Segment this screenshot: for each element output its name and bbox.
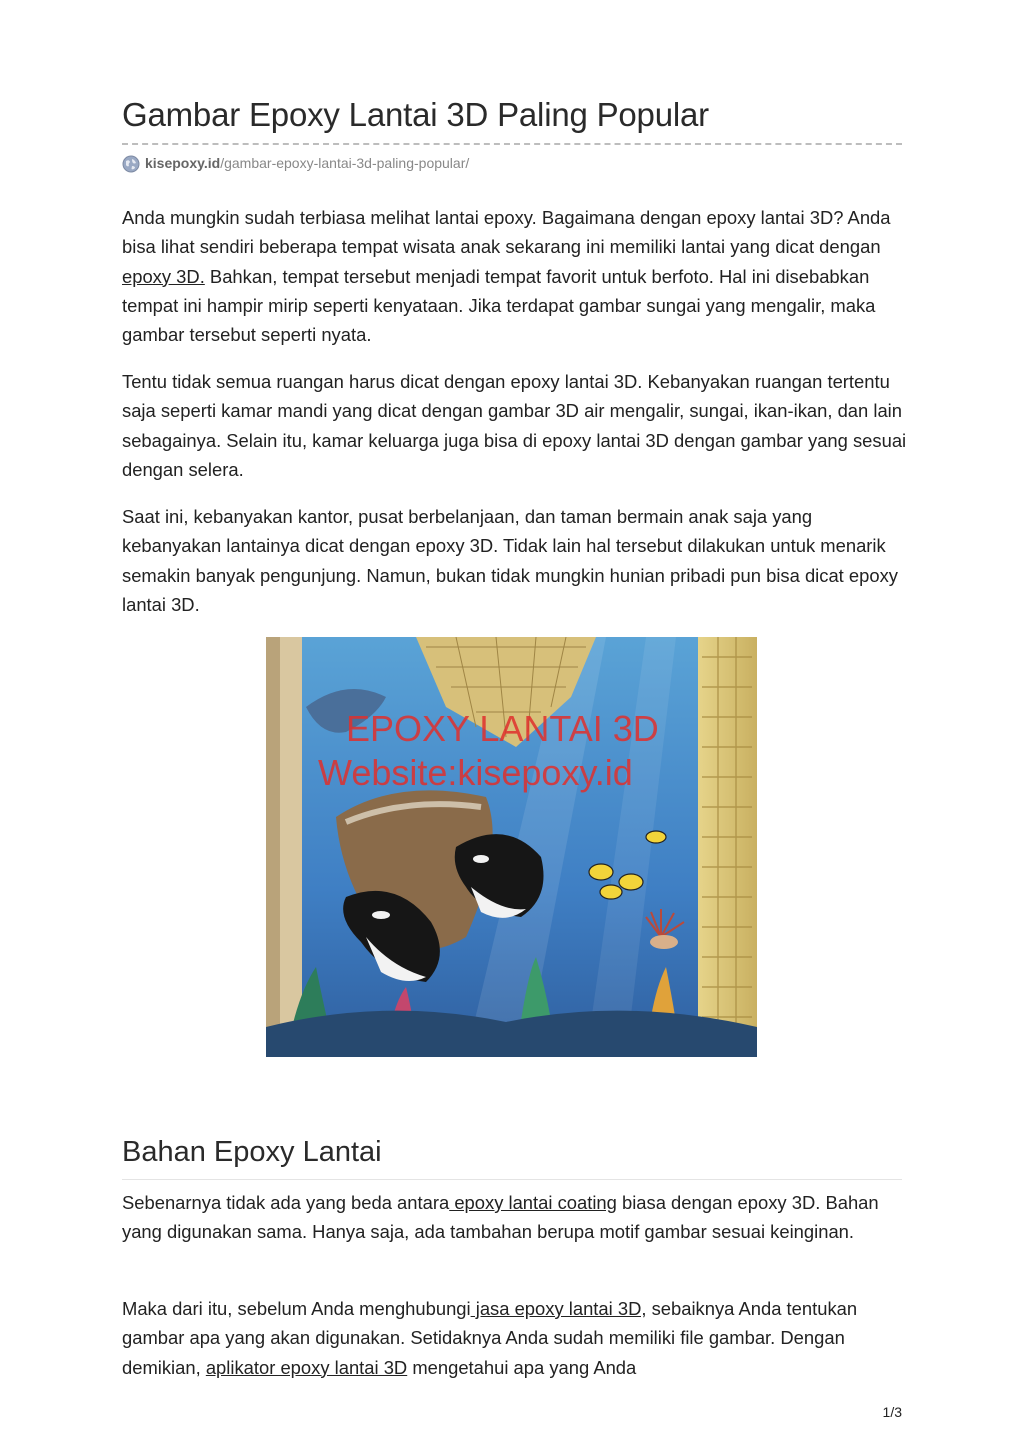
paragraph-contact — [122, 1294, 912, 1382]
paragraph-text: sebaiknya Anda tentukan gambar apa yang akan digunakan. Setidaknya Anda sudah memiliki file gambar. Dengan demikian, — [122, 1298, 858, 1378]
paragraph-text: Maka dari itu, sebelum Anda menghubungi — [122, 1298, 471, 1319]
paragraph-text: Bahkan, tempat tersebut menjadi tempat favorit untuk berfoto. Hal ini disebabkan tempat ini hampir mirip seperti kenyataan. Jika terdapat gambar sungai yang mengalir, maka gambar tersebut seperti nyata. — [122, 265, 876, 346]
globe-icon — [122, 155, 140, 173]
paragraph-text: biasa dengan epoxy 3D. Bahan yang digunakan sama. Hanya saja, ada tambahan berupa motif gambar sesuai keinginan. — [122, 1192, 879, 1243]
source-url[interactable] — [122, 153, 469, 173]
title-divider — [122, 143, 902, 145]
epoxy-3d-photo — [266, 637, 757, 1057]
source-domain: kisepoxy.id — [145, 155, 221, 171]
section-heading: Bahan Epoxy Lantai — [122, 1136, 382, 1168]
paragraph-text: mengetahui apa yang Anda — [407, 1356, 637, 1378]
source-path: /gambar-epoxy-lantai-3d-paling-popular/ — [220, 155, 470, 171]
link-epoxy-lantai-coating[interactable]: epoxy lantai coating — [449, 1192, 617, 1213]
paragraph-rooms: Tentu tidak semua ruangan harus dicat dengan epoxy lantai 3D. Kebanyakan ruangan tertentu saja seperti kamar mandi yang dicat dengan gambar 3D air mengalir, sungai, ikan-ikan, dan lain sebagainya. Selain itu, kamar keluarga juga bisa di epoxy lantai 3D dengan gambar yang sesuai dengan selera. — [122, 371, 907, 480]
link-epoxy-3d[interactable]: epoxy 3D. — [122, 265, 205, 287]
paragraph-material — [122, 1188, 912, 1247]
link-jasa-epoxy-lantai-3d[interactable]: jasa epoxy lantai 3D, — [470, 1298, 647, 1319]
page-title: Gambar Epoxy Lantai 3D Paling Popular — [122, 96, 709, 133]
watermark-line1: EPOXY LANTAI 3D — [346, 708, 659, 749]
paragraph-text: Sebenarnya tidak ada yang beda antara — [122, 1192, 450, 1213]
paragraph-text: Anda mungkin sudah terbiasa melihat lantai epoxy. Bagaimana dengan epoxy lantai 3D? Anda bisa lihat sendiri beberapa tempat wisata anak sekarang ini memiliki lantai yang dicat dengan — [122, 207, 891, 258]
section-divider — [122, 1179, 902, 1180]
paragraph-intro — [122, 203, 912, 349]
watermark-line2: Website:kisepoxy.id — [318, 752, 633, 793]
underwater-mural-illustration — [266, 637, 757, 1057]
link-aplikator-epoxy-lantai-3d[interactable]: aplikator epoxy lantai 3D — [205, 1356, 408, 1378]
paragraph-offices: Saat ini, kebanyakan kantor, pusat berbelanjaan, dan taman bermain anak saja yang kebanyakan lantainya dicat dengan epoxy 3D. Tidak lain hal tersebut dilakukan untuk menarik semakin banyak pengunjung. Namun, bukan tidak mungkin hunian pribadi pun bisa dicat epoxy lantai 3D. — [122, 506, 898, 615]
page-number: 1/3 — [882, 1404, 902, 1420]
